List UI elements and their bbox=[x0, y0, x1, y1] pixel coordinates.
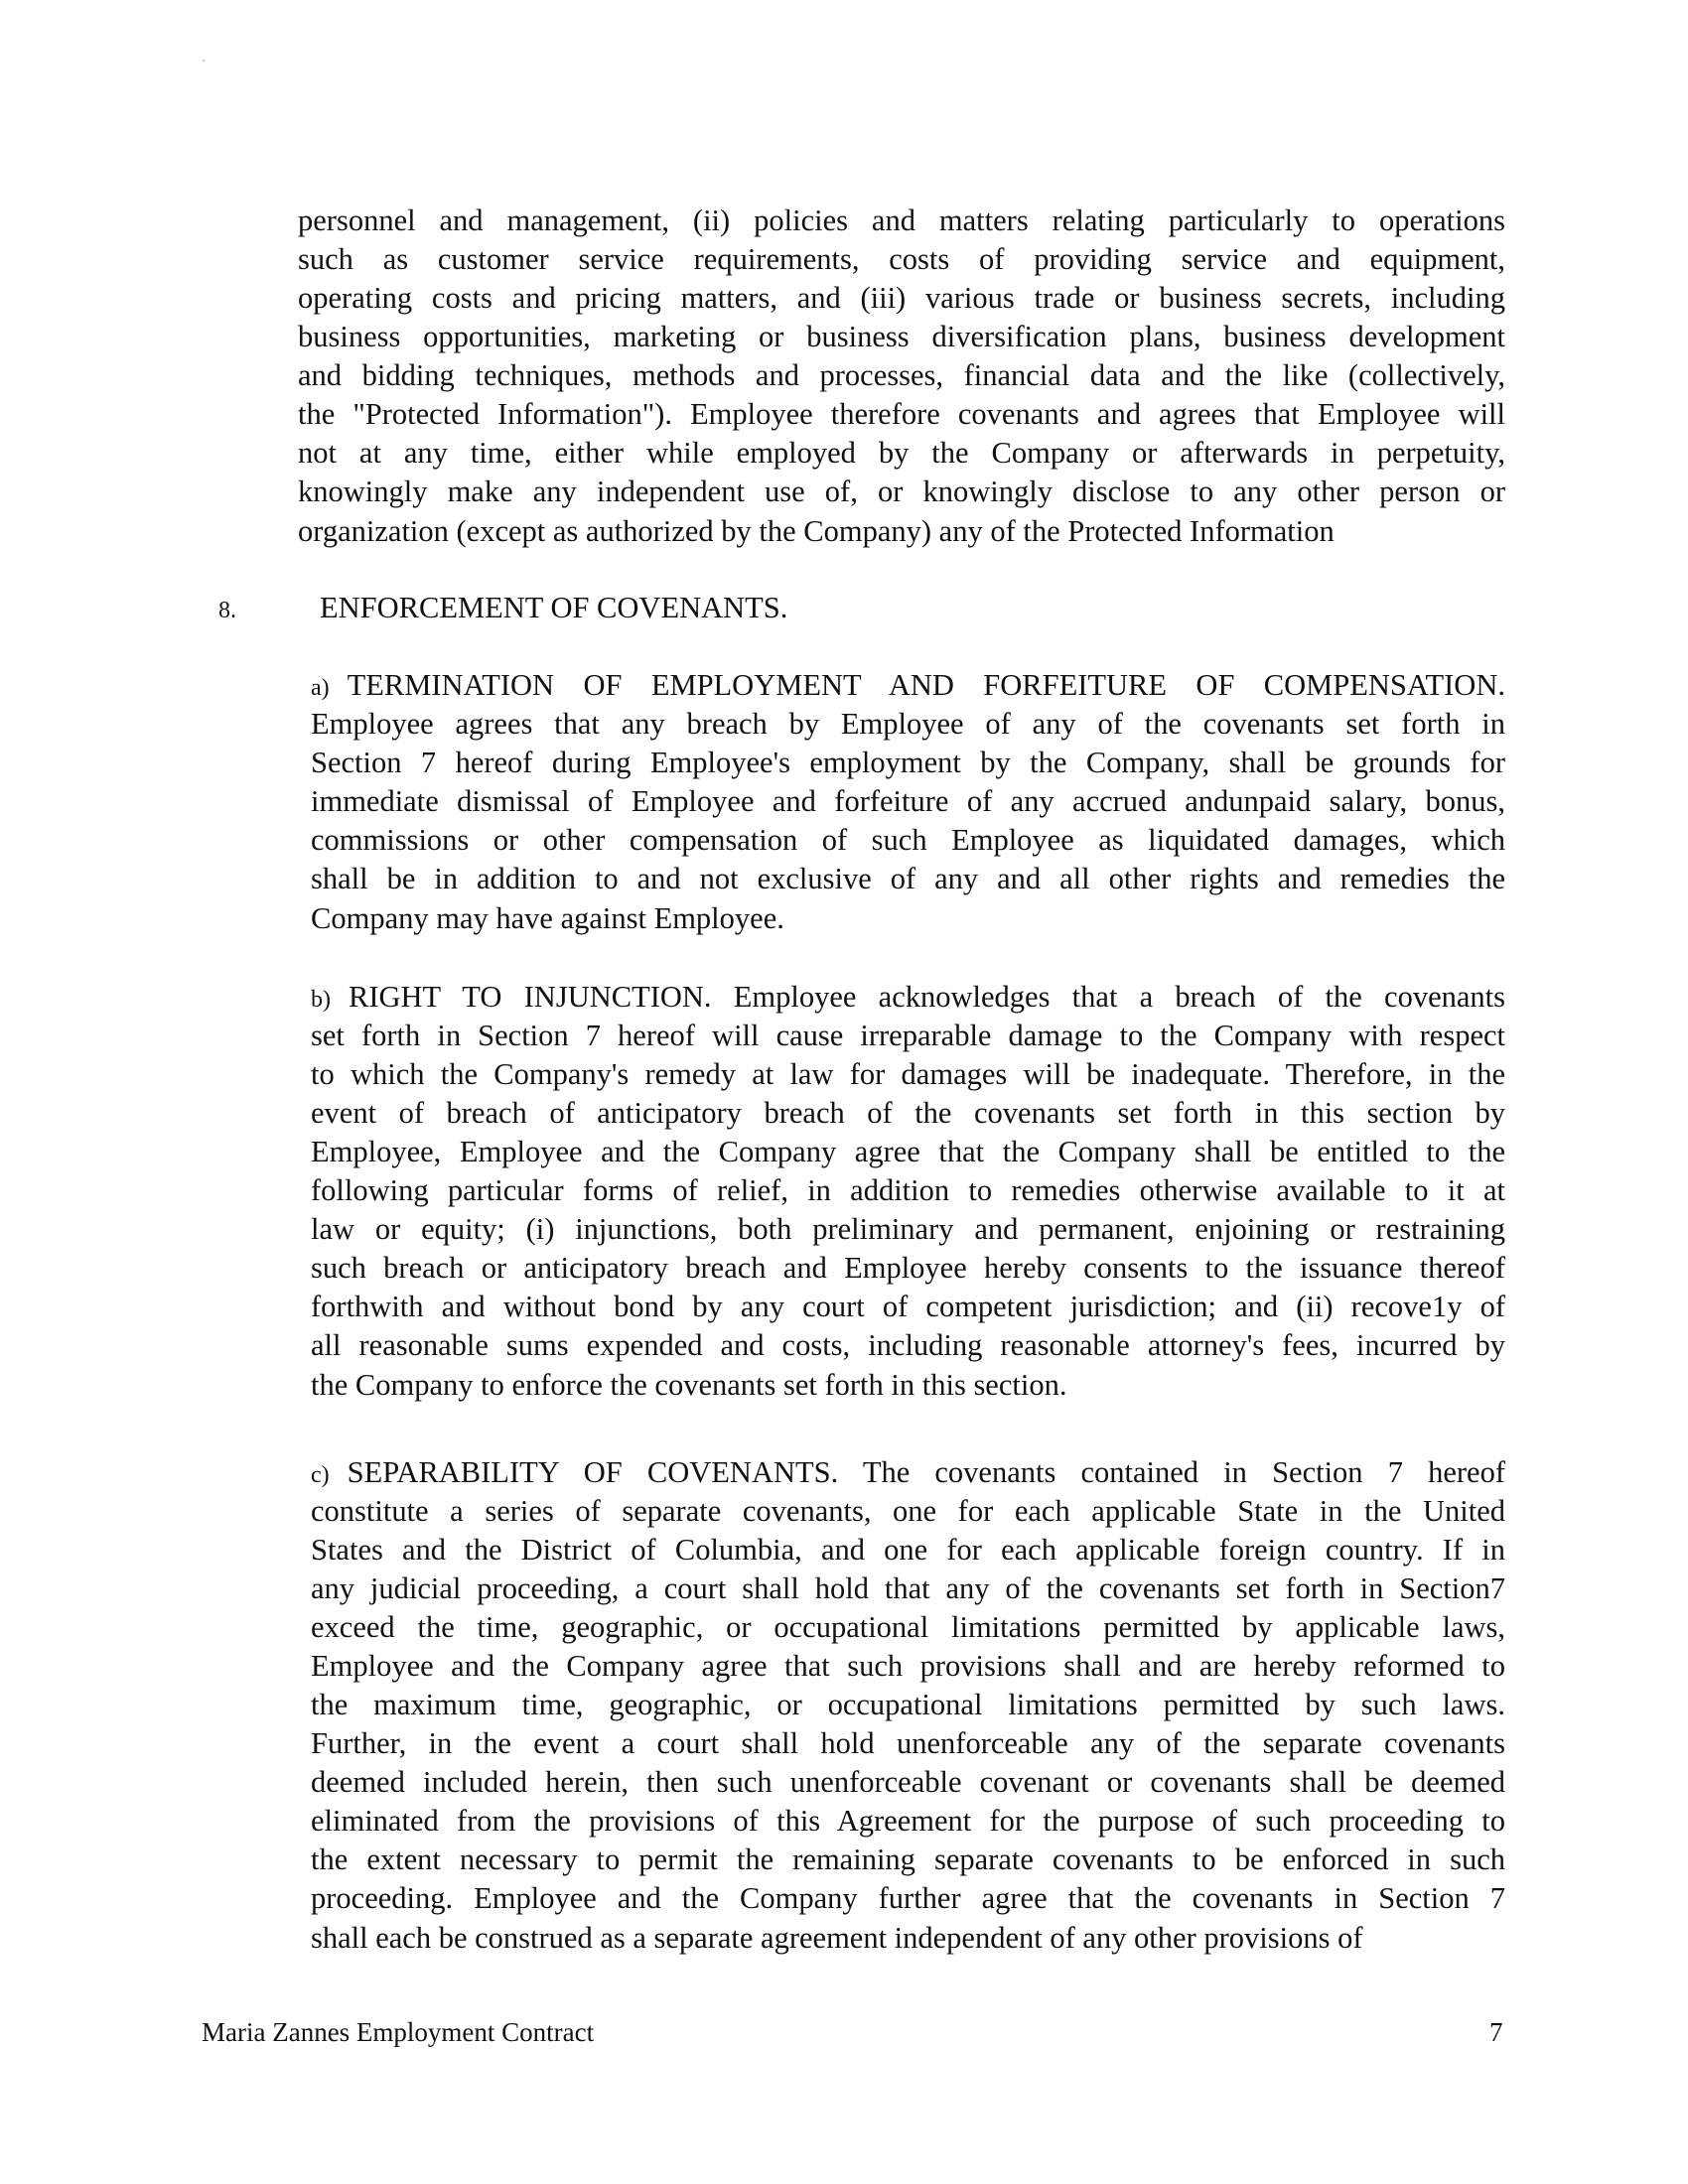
paragraph-line: commissions or other compensation of such Employee as liquidated damages, which bbox=[311, 823, 1505, 857]
section-number: 8. bbox=[218, 598, 236, 623]
paragraph-line: forthwith and without bond by any court of competent jurisdiction; and (ii) recove1y of bbox=[311, 1290, 1505, 1323]
subsection-marker: c) bbox=[311, 1462, 330, 1488]
subsection-marker: b) bbox=[311, 987, 331, 1013]
paragraph-line: such breach or anticipatory breach and Employee hereby consents to the issuance thereof bbox=[311, 1251, 1505, 1285]
subsection-title: RIGHT TO INJUNCTION. Employee acknowledges that a breach of the covenants bbox=[349, 980, 1505, 1014]
paragraph-line: Employee and the Company agree that such provisions shall and are hereby reformed to bbox=[311, 1649, 1505, 1683]
paragraph-line: Further, in the event a court shall hold unenforceable any of the separate covenants bbox=[311, 1726, 1505, 1760]
subsection-first-line bbox=[311, 666, 1505, 708]
paragraph-line: all reasonable sums expended and costs, including reasonable attorney's fees, incurred by bbox=[311, 1328, 1505, 1362]
paragraph-line: eliminated from the provisions of this Agreement for the purpose of such proceeding to bbox=[311, 1804, 1505, 1838]
subsection-title: SEPARABILITY OF COVENANTS. The covenants contained in Section 7 hereof bbox=[347, 1455, 1505, 1489]
paragraph-line: Employee, Employee and the Company agree that the Company shall be entitled to the bbox=[311, 1135, 1505, 1168]
paragraph-line: operating costs and pricing matters, and (iii) various trade or business secrets, including bbox=[298, 281, 1505, 315]
paragraph-line-last: shall each be construed as a separate agreement independent of any other provisions of bbox=[311, 1921, 1363, 1955]
section-title: ENFORCEMENT OF COVENANTS. bbox=[320, 591, 788, 624]
scan-artifact bbox=[203, 60, 205, 62]
page-number: 7 bbox=[1489, 2017, 1503, 2047]
paragraph-line: shall be in addition to and not exclusive of any and all other rights and remedies the bbox=[311, 862, 1505, 895]
subsection-title: TERMINATION OF EMPLOYMENT AND FORFEITURE OF COMPENSATION. bbox=[347, 668, 1505, 702]
paragraph-line: immediate dismissal of Employee and forfeiture of any accrued andunpaid salary, bonus, bbox=[311, 784, 1505, 818]
paragraph-line: business opportunities, marketing or business diversification plans, business development bbox=[298, 320, 1505, 353]
paragraph-line-last: Company may have against Employee. bbox=[311, 901, 784, 935]
paragraph-line: knowingly make any independent use of, or knowingly disclose to any other person or bbox=[298, 475, 1505, 508]
paragraph-line: event of breach of anticipatory breach of the covenants set forth in this section by bbox=[311, 1096, 1505, 1130]
paragraph-line: exceed the time, geographic, or occupational limitations permitted by applicable laws, bbox=[311, 1610, 1505, 1644]
paragraph-line: following particular forms of relief, in addition to remedies otherwise available to it at bbox=[311, 1173, 1505, 1207]
footer-title: Maria Zannes Employment Contract bbox=[202, 2017, 595, 2047]
paragraph-line: proceeding. Employee and the Company further agree that the covenants in Section 7 bbox=[311, 1881, 1505, 1915]
paragraph-line: and bidding techniques, methods and processes, financial data and the like (collectively, bbox=[298, 358, 1505, 392]
paragraph-line: the "Protected Information"). Employee therefore covenants and agrees that Employee will bbox=[298, 397, 1505, 431]
paragraph-line-last: the Company to enforce the covenants set forth in this section. bbox=[311, 1368, 1067, 1402]
subsection-first-line bbox=[311, 1453, 1505, 1495]
paragraph-line: the extent necessary to permit the remaining separate covenants to be enforced in such bbox=[311, 1843, 1505, 1876]
paragraph-line: to which the Company's remedy at law for damages will be inadequate. Therefore, in the bbox=[311, 1057, 1505, 1091]
subsection-marker: a) bbox=[311, 675, 330, 701]
paragraph-line: Section 7 hereof during Employee's employment by the Company, shall be grounds for bbox=[311, 746, 1505, 779]
paragraph-line: law or equity; (i) injunctions, both preliminary and permanent, enjoining or restraining bbox=[311, 1212, 1505, 1246]
paragraph-line: the maximum time, geographic, or occupational limitations permitted by such laws. bbox=[311, 1688, 1505, 1721]
paragraph-line: personnel and management, (ii) policies and matters relating particularly to operations bbox=[298, 204, 1505, 237]
paragraph-line-last: organization (except as authorized by the Company) any of the Protected Information bbox=[298, 514, 1335, 548]
paragraph-line: States and the District of Columbia, and one for each applicable foreign country. If in bbox=[311, 1533, 1505, 1567]
paragraph-line: such as customer service requirements, costs of providing service and equipment, bbox=[298, 242, 1505, 276]
paragraph-line: Employee agrees that any breach by Employee of any of the covenants set forth in bbox=[311, 707, 1505, 741]
subsection-first-line bbox=[311, 978, 1505, 1020]
paragraph-line: any judicial proceeding, a court shall hold that any of the covenants set forth in Section7 bbox=[311, 1571, 1505, 1605]
paragraph-line: deemed included herein, then such unenforceable covenant or covenants shall be deemed bbox=[311, 1765, 1505, 1799]
paragraph-line: not at any time, either while employed by the Company or afterwards in perpetuity, bbox=[298, 436, 1505, 470]
paragraph-line: set forth in Section 7 hereof will cause irreparable damage to the Company with respect bbox=[311, 1019, 1505, 1052]
paragraph-line: constitute a series of separate covenants, one for each applicable State in the United bbox=[311, 1494, 1505, 1528]
